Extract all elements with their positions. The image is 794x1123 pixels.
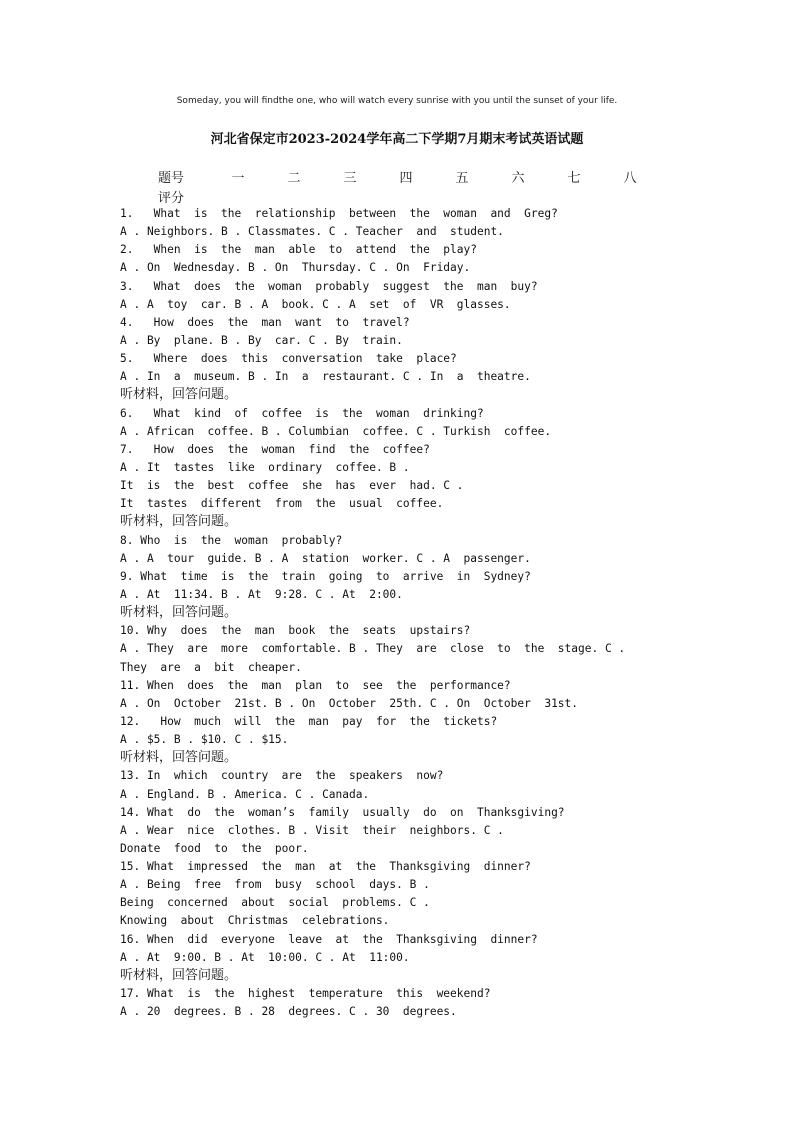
question-line: 12. How much will the man pay for the tickets? (120, 714, 498, 728)
question-line: 4. How does the man want to travel? (120, 315, 410, 329)
question-line: 6. What kind of coffee is the woman drinking? (120, 406, 484, 420)
question-line: A . African coffee. B . Columbian coffee. C . Turkish coffee. (120, 424, 552, 438)
question-line: A . In a museum. B . In a restaurant. C . In a theatre. (120, 370, 531, 384)
question-line: 11. When does the man plan to see the performance? (120, 678, 511, 692)
section-instruction: 听材料，回答问题。 (120, 750, 238, 766)
question-line: Donate food to the poor. (120, 841, 309, 855)
section-instruction: 听材料，回答问题。 (120, 514, 238, 530)
score-column-header: 一 (231, 170, 245, 186)
question-line: 16. When did everyone leave at the Thanksgiving dinner? (120, 932, 538, 946)
score-row-scores (158, 186, 658, 206)
question-line: A . On Wednesday. B . On Thursday. C . On Friday. (120, 261, 471, 275)
score-table (158, 166, 658, 206)
question-line: It is the best coffee she has ever had. C . (120, 479, 464, 493)
question-line: A . On October 21st. B . On October 25th. C . On October 31st. (120, 696, 579, 710)
question-line: A . A tour guide. B . A station worker. C . A passenger. (120, 551, 531, 565)
question-line: 2. When is the man able to attend the play? (120, 243, 477, 257)
question-line: Being concerned about social problems. C . (120, 896, 430, 910)
score-column-header: 二 (287, 170, 301, 186)
question-line: A . They are more comfortable. B . They are close to the stage. C . (120, 642, 626, 656)
question-line: A . It tastes like ordinary coffee. B . (120, 460, 410, 474)
question-line: 8. Who is the woman probably? (120, 533, 343, 547)
question-line: A . At 11:34. B . At 9:28. C . At 2:00. (120, 587, 403, 601)
question-line: 5. Where does this conversation take place? (120, 352, 457, 366)
question-line: 15. What impressed the man at the Thanksgiving dinner? (120, 860, 531, 874)
score-row-label: 评分 (158, 190, 185, 206)
score-column-header: 四 (399, 170, 413, 186)
question-line: They are a bit cheaper. (120, 660, 302, 674)
question-line: 1. What is the relationship between the woman and Greg? (120, 207, 558, 220)
question-line: A . England. B . America. C . Canada. (120, 787, 370, 801)
question-line: A . Wear nice clothes. B . Visit their neighbors. C . (120, 823, 504, 837)
question-line: 9. What time is the train going to arrive in Sydney? (120, 569, 531, 583)
header-quote: Someday, you will findthe one, who will watch every sunrise with you until the sunset of your life. (176, 96, 618, 106)
question-line: 14. What do the woman’s family usually do on Thanksgiving? (120, 805, 565, 819)
question-line: A . 20 degrees. B . 28 degrees. C . 30 degrees. (120, 1005, 457, 1019)
score-row-label: 题号 (158, 170, 185, 186)
question-line: It tastes different from the usual coffee. (120, 497, 444, 511)
question-line: A . At 9:00. B . At 10:00. C . At 11:00. (120, 950, 410, 964)
questions-body (120, 205, 680, 1021)
question-line: A . A toy car. B . A book. C . A set of VR glasses. (120, 297, 511, 311)
question-line: 17. What is the highest temperature this weekend? (120, 987, 491, 1001)
section-instruction: 听材料，回答问题。 (120, 387, 238, 403)
score-row-question-numbers (158, 166, 658, 186)
score-column-header: 八 (623, 170, 637, 186)
score-column-header: 三 (343, 170, 357, 186)
score-column-header: 五 (455, 170, 469, 186)
section-instruction: 听材料，回答问题。 (120, 967, 238, 983)
section-instruction: 听材料，回答问题。 (120, 605, 238, 621)
score-column-header: 六 (511, 170, 525, 186)
score-column-header: 七 (567, 170, 581, 186)
question-line: A . By plane. B . By car. C . By train. (120, 333, 403, 347)
question-line: 10. Why does the man book the seats upstairs? (120, 624, 471, 638)
question-line: A . Being free from busy school days. B . (120, 878, 430, 892)
page-title: 河北省保定市2023-2024学年高二下学期7月期末考试英语试题 (210, 132, 584, 147)
question-line: A . Neighbors. B . Classmates. C . Teacher and student. (120, 225, 504, 239)
question-line: 3. What does the woman probably suggest the man buy? (120, 279, 538, 293)
question-line: Knowing about Christmas celebrations. (120, 914, 390, 928)
question-line: 13. In which country are the speakers now? (120, 769, 444, 783)
question-line: A . $5. B . $10. C . $15. (120, 733, 289, 747)
question-line: 7. How does the woman find the coffee? (120, 442, 430, 456)
